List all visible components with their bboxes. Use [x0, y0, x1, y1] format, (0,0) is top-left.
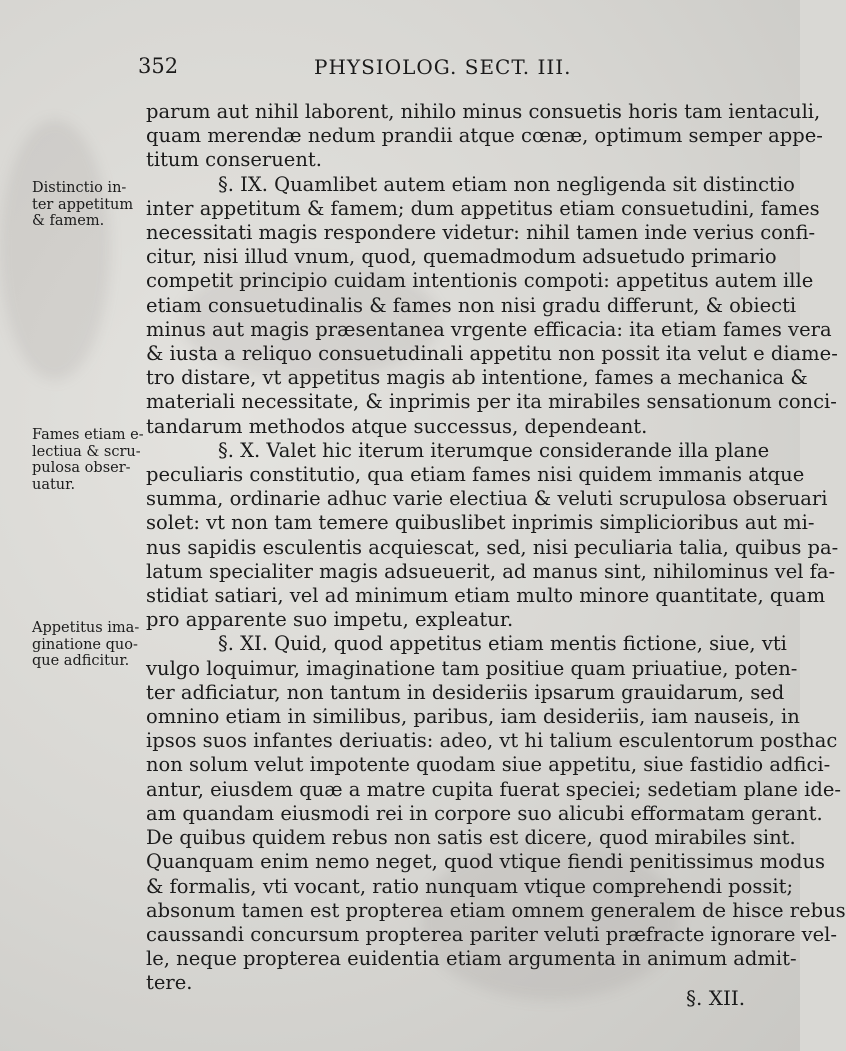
- text-line: non solum velut impotente quodam siue appetitu, siue fastidio adfici-: [146, 753, 831, 777]
- text-line: le, neque propterea euidentia etiam argumenta in animum admit-: [146, 947, 797, 971]
- text-line: inter appetitum & famem; dum appetitus etiam consuetudini, fames: [146, 196, 820, 220]
- text-line: stidiat satiari, vel ad minimum etiam multo minore quantitate, quam: [146, 584, 826, 608]
- margin-note-line: uatur.: [32, 476, 76, 493]
- text-line: materiali necessitate, & inprimis per ita mirabiles sensationum conci-: [146, 390, 837, 414]
- text-line: minus aut magis præsentanea vrgente efficacia: ita etiam fames vera: [146, 317, 832, 341]
- margin-note-line: & famem.: [32, 213, 105, 229]
- text-line: & iusta a reliquo consuetudinali appetitu non possit ita velut e diame-: [146, 342, 838, 366]
- text-line: parum aut nihil laborent, nihilo minus consuetis horis tam ientaculi,: [146, 100, 821, 123]
- margin-note-line: Fames etiam e-: [32, 427, 144, 443]
- text-line: latum specialiter magis adsueuerit, ad manus sint, nihilominus vel fa-: [146, 559, 836, 583]
- text-line: titum conseruent.: [146, 148, 322, 172]
- text-line: summa, ordinarie adhuc varie electiua & veluti scrupulosa obseruari: [146, 487, 828, 511]
- margin-note-line: lectiua & scru-: [32, 443, 141, 460]
- margin-note-line: pulosa obser-: [32, 460, 131, 476]
- text-line: citur, nisi illud vnum, quod, quemadmodum adsuetudo primario: [146, 245, 777, 269]
- text-line: §. XI. Quid, quod appetitus etiam mentis fictione, siue, vti: [218, 632, 787, 656]
- text-line: pro apparente suo impetu, expleatur.: [146, 608, 514, 632]
- text-line: ipsos suos infantes deriuatis: adeo, vt hi talium esculentorum posthac: [146, 729, 838, 753]
- margin-note-line: ginatione quo-: [32, 636, 138, 653]
- text-line: peculiaris constitutio, qua etiam fames nisi quidem immanis atque: [146, 463, 805, 487]
- text-line: Quanquam enim nemo neget, quod vtique fiendi penitissimus modus: [146, 850, 826, 874]
- text-line: & formalis, vti vocant, ratio nunquam vtique comprehendi possit;: [146, 874, 794, 898]
- page-stain: [0, 120, 110, 380]
- text-line: antur, eiusdem quæ a matre cupita fuerat speciei; sedetiam plane ide-: [146, 777, 841, 801]
- text-line: am quandam eiusmodi rei in corpore suo alicubi efformatam gerant.: [146, 801, 823, 825]
- text-line: §. X. Valet hic iterum iterumque considerande illa plane: [218, 438, 770, 462]
- text-line: ter adficiatur, non tantum in desideriis ipsarum grauidarum, sed: [146, 680, 785, 704]
- text-line: vulgo loquimur, imaginatione tam positiue quam priuatiue, poten-: [146, 656, 798, 680]
- catchword: §. XII.: [686, 986, 746, 1010]
- margin-note-line: ter appetitum: [32, 196, 134, 213]
- text-line: caussandi concursum propterea pariter veluti præfracte ignorare vel-: [146, 922, 837, 946]
- margin-note-appetitus: [32, 620, 148, 670]
- margin-note-line: que adficitur.: [32, 653, 130, 669]
- body-text: [146, 100, 846, 996]
- running-head: PHYSIOLOG. SECT. III.: [314, 55, 572, 79]
- margin-note-line: Distinctio in-: [32, 180, 127, 196]
- text-line: solet: vt non tam temere quibuslibet inprimis simplicioribus aut mi-: [146, 511, 815, 535]
- text-line: tro distare, vt appetitus magis ab intentione, fames a mechanica &: [146, 366, 808, 390]
- text-line: §. IX. Quamlibet autem etiam non negligenda sit distinctio: [218, 172, 795, 196]
- text-line: nus sapidis esculentis acquiescat, sed, nisi peculiaria talia, quibus pa-: [146, 535, 839, 559]
- text-line: omnino etiam in similibus, paribus, iam desideriis, iam nauseis, in: [146, 705, 800, 729]
- text-line: quam merendæ nedum prandii atque cœnæ, optimum semper appe-: [146, 124, 823, 148]
- text-line: De quibus quidem rebus non satis est dicere, quod mirabiles sint.: [146, 826, 796, 850]
- margin-note-distinctio: [32, 180, 148, 230]
- text-line: absonum tamen est propterea etiam omnem generalem de hisce rebus: [146, 898, 846, 922]
- text-line: etiam consuetudinalis & fames non nisi gradu differunt, & obiecti: [146, 293, 797, 317]
- text-line: tere.: [146, 971, 193, 995]
- page-number: 352: [138, 54, 179, 78]
- text-line: necessitati magis respondere videtur: nihil tamen inde verius confi-: [146, 221, 816, 245]
- margin-note-fames: [32, 427, 148, 493]
- margin-note-line: Appetitus ima-: [32, 620, 140, 636]
- text-line: tandarum methodos atque successus, dependeant.: [146, 414, 648, 438]
- text-line: competit principio cuidam intentionis compoti: appetitus autem ille: [146, 269, 814, 293]
